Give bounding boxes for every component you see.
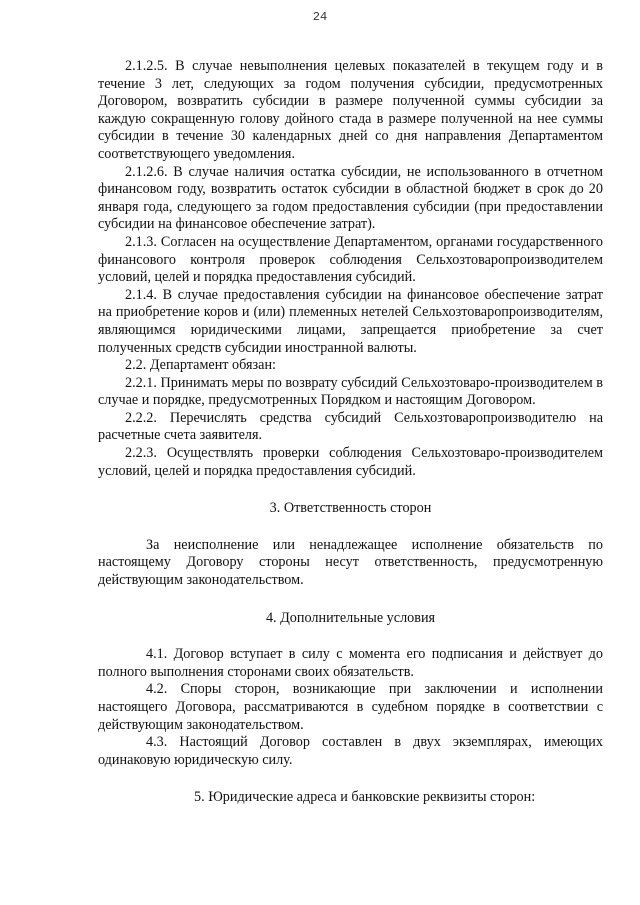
clause-2-2-1: 2.2.1. Принимать меры по возврату субсидий Сельхозтоваро-производителем в случае и порядке, предусмотренных Порядком и настоящим Договором. <box>98 374 603 409</box>
clause-2-2-3: 2.2.3. Осуществлять проверки соблюдения Сельхозтоваро-производителем условий, целей и порядка предоставления субсидий. <box>98 445 603 479</box>
clause-2-1-3: 2.1.3. Согласен на осуществление Департаментом, органами государственного финансового контроля проверок соблюдения Сельхозтоваропроизводителем условий, целей и порядка предоставления субсидий. <box>98 233 603 286</box>
clause-2-1-2-6: 2.1.2.6. В случае наличия остатка субсидии, не использованного в отчетном финансовом году, возвратить остаток субсидии в областной бюджет в срок до 20 января года, следующего за годом предоставления субсидии (при предоставлении субсидии на финансовое обеспечение затрат). <box>98 163 603 233</box>
clause-4-1: 4.1. Договор вступает в силу с момента его подписания и действует до полного выполнения сторонами своих обязательств. <box>98 646 603 680</box>
clause-2-1-4: 2.1.4. В случае предоставления субсидии на финансовое обеспечение затрат на приобретение коров и (или) племенных нетелей Сельхозтоваропроизводителям, являющимся юридическими лицами, запрещается приобретение за счет полученных средств субсидии иностранной валюты. <box>98 286 603 356</box>
clause-4-2: 4.2. Споры сторон, возникающие при заключении и исполнении настоящего Договора, рассматриваются в судебном порядке в соответствии с действующим законодательством. <box>98 681 603 733</box>
clause-2-2: 2.2. Департамент обязан: <box>125 357 276 374</box>
page-number: 24 <box>312 10 328 24</box>
clause-4-3: 4.3. Настоящий Договор составлен в двух экземплярах, имеющих одинаковую юридическую силу. <box>98 734 603 768</box>
clause-2-1-2-5: 2.1.2.5. В случае невыполнения целевых показателей в текущем году и в течение 3 лет, следующих за годом получения субсидии, предусмотренных Договором, возвратить субсидии в размере полученной суммы субсидии за каждую сокращенную голову дойного стада в размере полученной на нее суммы субсидии в течение 30 календарных дней со дня направления Департаментом соответствующего уведомления. <box>98 58 603 162</box>
section-3-heading: 3. Ответственность сторон <box>269 500 432 517</box>
section-5-heading: 5. Юридические адреса и банковские реквизиты сторон: <box>194 789 536 806</box>
document-body <box>98 58 603 807</box>
clause-2-2-2: 2.2.2. Перечислять средства субсидий Сельхозтоваропроизводителю на расчетные счета заявителя. <box>98 409 603 444</box>
section-4-heading: 4. Дополнительные условия <box>265 609 436 626</box>
section-3-text: За неисполнение или ненадлежащее исполнение обязательств по настоящему Договору стороны несут ответственность, предусмотренную действующим законодательством. <box>98 536 603 589</box>
